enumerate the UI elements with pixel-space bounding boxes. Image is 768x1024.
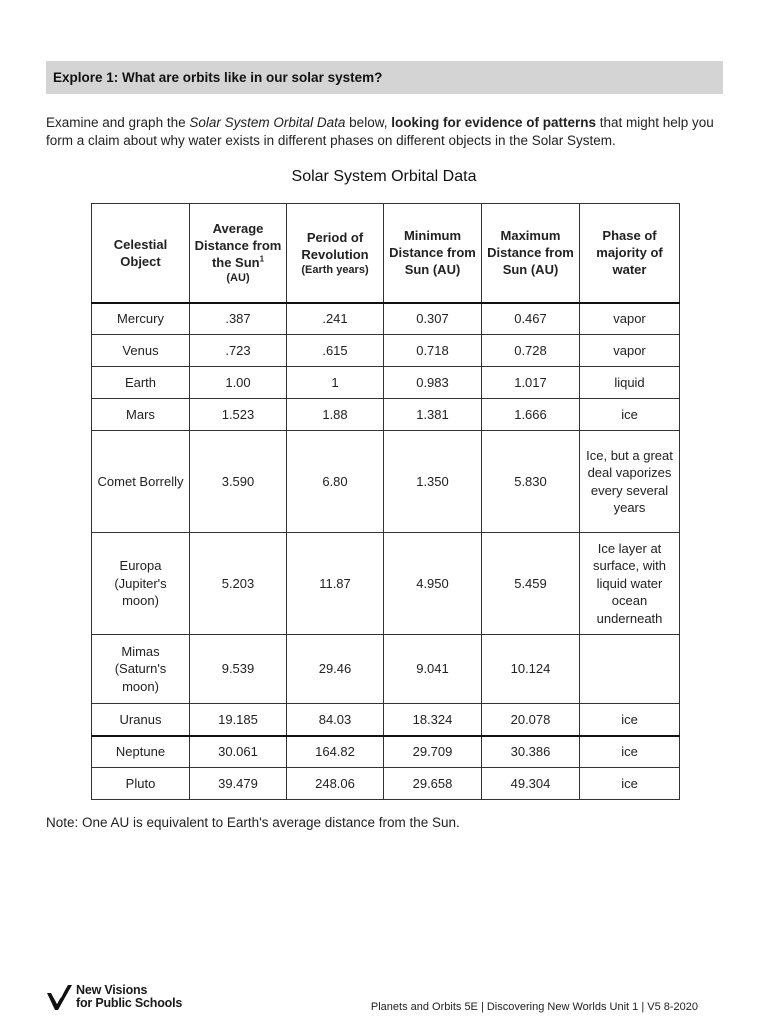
cell-avg: 3.590 [190, 431, 287, 533]
table-row [92, 399, 680, 431]
header-period [287, 204, 384, 303]
cell-period: 1.88 [287, 399, 384, 431]
cell-object: Mercury [92, 303, 190, 335]
header-min-distance: Minimum Distance from Sun (AU) [384, 204, 482, 303]
cell-phase: ice [580, 736, 680, 768]
new-visions-logo [46, 984, 182, 1010]
cell-phase: ice [580, 768, 680, 800]
cell-min: 1.350 [384, 431, 482, 533]
cell-min: 4.950 [384, 533, 482, 635]
table-row [92, 367, 680, 399]
cell-phase: liquid [580, 367, 680, 399]
intro-italic: Solar System Orbital Data [189, 115, 346, 130]
table-row [92, 335, 680, 367]
cell-max: 20.078 [482, 704, 580, 736]
header-object: Celestial Object [92, 204, 190, 303]
cell-object: Earth [92, 367, 190, 399]
cell-period: 11.87 [287, 533, 384, 635]
page-footer: Planets and Orbits 5E | Discovering New Worlds Unit 1 | V5 8-2020 [370, 1001, 698, 1013]
footnote-marker: 1 [259, 254, 265, 264]
cell-min: 29.709 [384, 736, 482, 768]
header-period-label: Period of Revolution [301, 229, 369, 262]
intro-text-2: below, [345, 115, 392, 130]
cell-object: Europa (Jupiter's moon) [92, 533, 190, 635]
explore-title: Explore 1: What are orbits like in our solar system? [53, 70, 383, 85]
cell-phase: Ice layer at surface, with liquid water ocean underneath [580, 533, 680, 635]
cell-avg: 39.479 [190, 768, 287, 800]
cell-phase: ice [580, 704, 680, 736]
cell-max: 1.666 [482, 399, 580, 431]
cell-phase: Ice, but a great deal vaporizes every several years [580, 431, 680, 533]
cell-max: 49.304 [482, 768, 580, 800]
table-row [92, 533, 680, 635]
header-period-unit: (Earth years) [301, 263, 369, 276]
intro-paragraph [46, 114, 726, 150]
cell-object: Comet Borrelly [92, 431, 190, 533]
cell-max: 5.459 [482, 533, 580, 635]
cell-period: 84.03 [287, 704, 384, 736]
cell-object: Mars [92, 399, 190, 431]
cell-avg: 5.203 [190, 533, 287, 635]
header-avg-distance [190, 204, 287, 303]
cell-max: 0.728 [482, 335, 580, 367]
header-avg-distance-label: Average Distance from the Sun [194, 221, 282, 271]
cell-period: .241 [287, 303, 384, 335]
explore-heading [46, 61, 723, 94]
cell-object: Pluto [92, 768, 190, 800]
header-max-distance: Maximum Distance from Sun (AU) [482, 204, 580, 303]
cell-avg: 1.523 [190, 399, 287, 431]
intro-text-3: that might help you form a claim about why water exists in different phases on different objects in the Solar System. [46, 115, 714, 148]
cell-avg: .723 [190, 335, 287, 367]
cell-avg: 9.539 [190, 635, 287, 704]
cell-phase: vapor [580, 335, 680, 367]
table-row [92, 736, 680, 768]
cell-avg: 19.185 [190, 704, 287, 736]
cell-max: 5.830 [482, 431, 580, 533]
cell-max: 1.017 [482, 367, 580, 399]
table-row [92, 431, 680, 533]
cell-max: 0.467 [482, 303, 580, 335]
table-row [92, 704, 680, 736]
cell-object: Neptune [92, 736, 190, 768]
header-phase: Phase of majority of water [580, 204, 680, 303]
au-note: Note: One AU is equivalent to Earth's average distance from the Sun. [46, 815, 460, 830]
cell-min: 29.658 [384, 768, 482, 800]
checkmark-logo-icon [46, 984, 72, 1010]
logo-line-2: for Public Schools [76, 996, 183, 1010]
table-header-row [92, 204, 680, 303]
logo-text [76, 984, 182, 1010]
cell-phase: vapor [580, 303, 680, 335]
table-row [92, 768, 680, 800]
table-title: Solar System Orbital Data [291, 168, 477, 185]
cell-min: 0.718 [384, 335, 482, 367]
cell-min: 9.041 [384, 635, 482, 704]
cell-object: Uranus [92, 704, 190, 736]
cell-avg: 1.00 [190, 367, 287, 399]
cell-min: 18.324 [384, 704, 482, 736]
cell-period: 248.06 [287, 768, 384, 800]
header-avg-distance-unit: (AU) [226, 272, 250, 285]
cell-period: 6.80 [287, 431, 384, 533]
cell-period: .615 [287, 335, 384, 367]
cell-min: 0.983 [384, 367, 482, 399]
cell-object: Venus [92, 335, 190, 367]
cell-max: 10.124 [482, 635, 580, 704]
cell-phase: ice [580, 399, 680, 431]
cell-max: 30.386 [482, 736, 580, 768]
cell-period: 1 [287, 367, 384, 399]
intro-bold: looking for evidence of patterns [391, 115, 596, 130]
intro-text-1: Examine and graph the [46, 115, 190, 130]
cell-min: 0.307 [384, 303, 482, 335]
cell-phase [580, 635, 680, 704]
cell-period: 164.82 [287, 736, 384, 768]
table-row [92, 635, 680, 704]
cell-period: 29.46 [287, 635, 384, 704]
cell-avg: 30.061 [190, 736, 287, 768]
orbital-data-table [91, 203, 680, 800]
table-row [92, 303, 680, 335]
cell-object: Mimas (Saturn's moon) [92, 635, 190, 704]
logo-line-1: New Visions [76, 983, 148, 997]
cell-avg: .387 [190, 303, 287, 335]
cell-min: 1.381 [384, 399, 482, 431]
